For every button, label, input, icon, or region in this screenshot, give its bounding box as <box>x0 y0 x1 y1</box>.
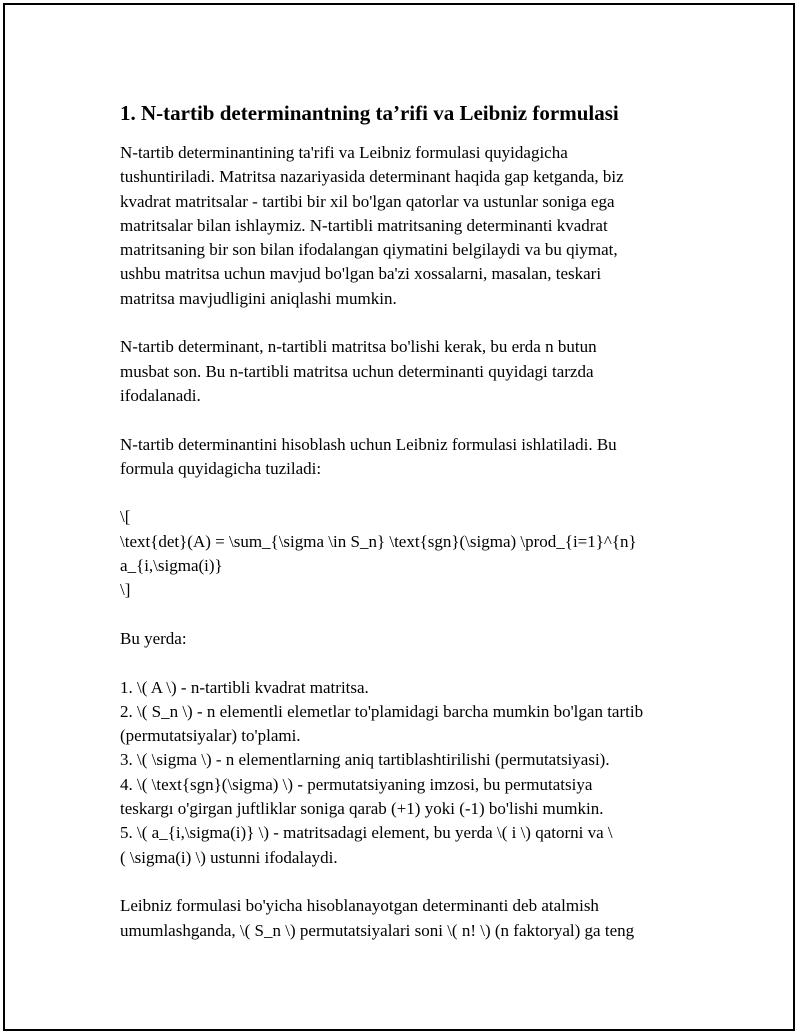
text-line: Bu yerda: <box>120 628 187 648</box>
paragraph-n-order <box>120 335 710 408</box>
text-line: N-tartib determinantini hisoblash uchun Leibniz formulasi ishlatiladi. Bu <box>120 434 617 454</box>
text-line: matritsalar bilan ishlaymiz. N-tartibli matritsaning determinanti kvadrat <box>120 215 608 235</box>
text-line: musbat son. Bu n-tartibli matritsa uchun determinanti quyidagi tarzda <box>120 361 594 381</box>
paragraph-where <box>120 627 710 651</box>
text-line: matritsaning bir son bilan ifodalangan qiymatini belgilaydi va bu qiymat, <box>120 240 618 260</box>
list-item: 2. \( S_n \) - n elementli elemetlar to'plamidagi barcha mumkin bo'lgan tartib <box>120 701 644 721</box>
formula-block <box>120 505 710 602</box>
paragraph-summary <box>120 894 710 943</box>
text-line: ushbu matritsa uchun mavjud bo'lgan ba'zi xossalarni, masalan, teskari <box>120 264 602 284</box>
list-item: teskargı o'girgan juftliklar soniga qarab (+1) yoki (-1) bo'lishi mumkin. <box>120 799 604 819</box>
formula-line: \[ <box>120 507 131 527</box>
text-line: N-tartib determinant, n-tartibli matritsa bo'lishi kerak, bu erda n butun <box>120 337 597 357</box>
text-line: kvadrat matritsalar - tartibi bir xil bo'lgan qatorlar va ustunlar soniga ega <box>120 191 615 211</box>
text-line: matritsa mavjudligini aniqlashi mumkin. <box>120 288 397 308</box>
page-frame <box>3 3 795 1031</box>
definitions-list <box>120 676 710 870</box>
list-item: 5. \( a_{i,\sigma(i)} \) - matritsadagi element, bu yerda \( i \) qatorni va \ <box>120 823 613 843</box>
list-item: 1. \( A \) - n-tartibli kvadrat matritsa. <box>120 677 369 697</box>
list-item: ( \sigma(i) \) ustunni ifodalaydi. <box>120 847 338 867</box>
text-line: ifodalanadi. <box>120 385 201 405</box>
formula-line: \text{det}(A) = \sum_{\sigma \in S_n} \text{sgn}(\sigma) \prod_{i=1}^{n} <box>120 531 637 551</box>
formula-line: \] <box>120 580 131 600</box>
formula-line: a_{i,\sigma(i)} <box>120 556 223 576</box>
text-line: Leibniz formulasi bo'yicha hisoblanayotgan determinanti deb atalmish <box>120 896 599 916</box>
paragraph-definition <box>120 141 710 311</box>
text-line: umumlashganda, \( S_n \) permutatsiyalari soni \( n! \) (n faktoryal) ga teng <box>120 920 635 940</box>
paragraph-leibniz-intro <box>120 433 710 482</box>
text-line: formula quyidagicha tuziladi: <box>120 458 322 478</box>
list-item: (permutatsiyalar) to'plami. <box>120 726 301 746</box>
list-item: 4. \( \text{sgn}(\sigma) \) - permutatsiyaning imzosi, bu permutatsiya <box>120 774 593 794</box>
list-item: 3. \( \sigma \) - n elementlarning aniq tartiblashtirilishi (permutatsiyasi). <box>120 750 610 770</box>
text-line: tushuntiriladi. Matritsa nazariyasida determinant haqida gap ketganda, biz <box>120 167 624 187</box>
text-line: N-tartib determinantining ta'rifi va Leibniz formulasi quyidagicha <box>120 143 568 162</box>
section-heading: 1. N-tartib determinantning ta’rifi va Leibniz formulasi <box>120 101 619 125</box>
document-body <box>120 99 710 967</box>
